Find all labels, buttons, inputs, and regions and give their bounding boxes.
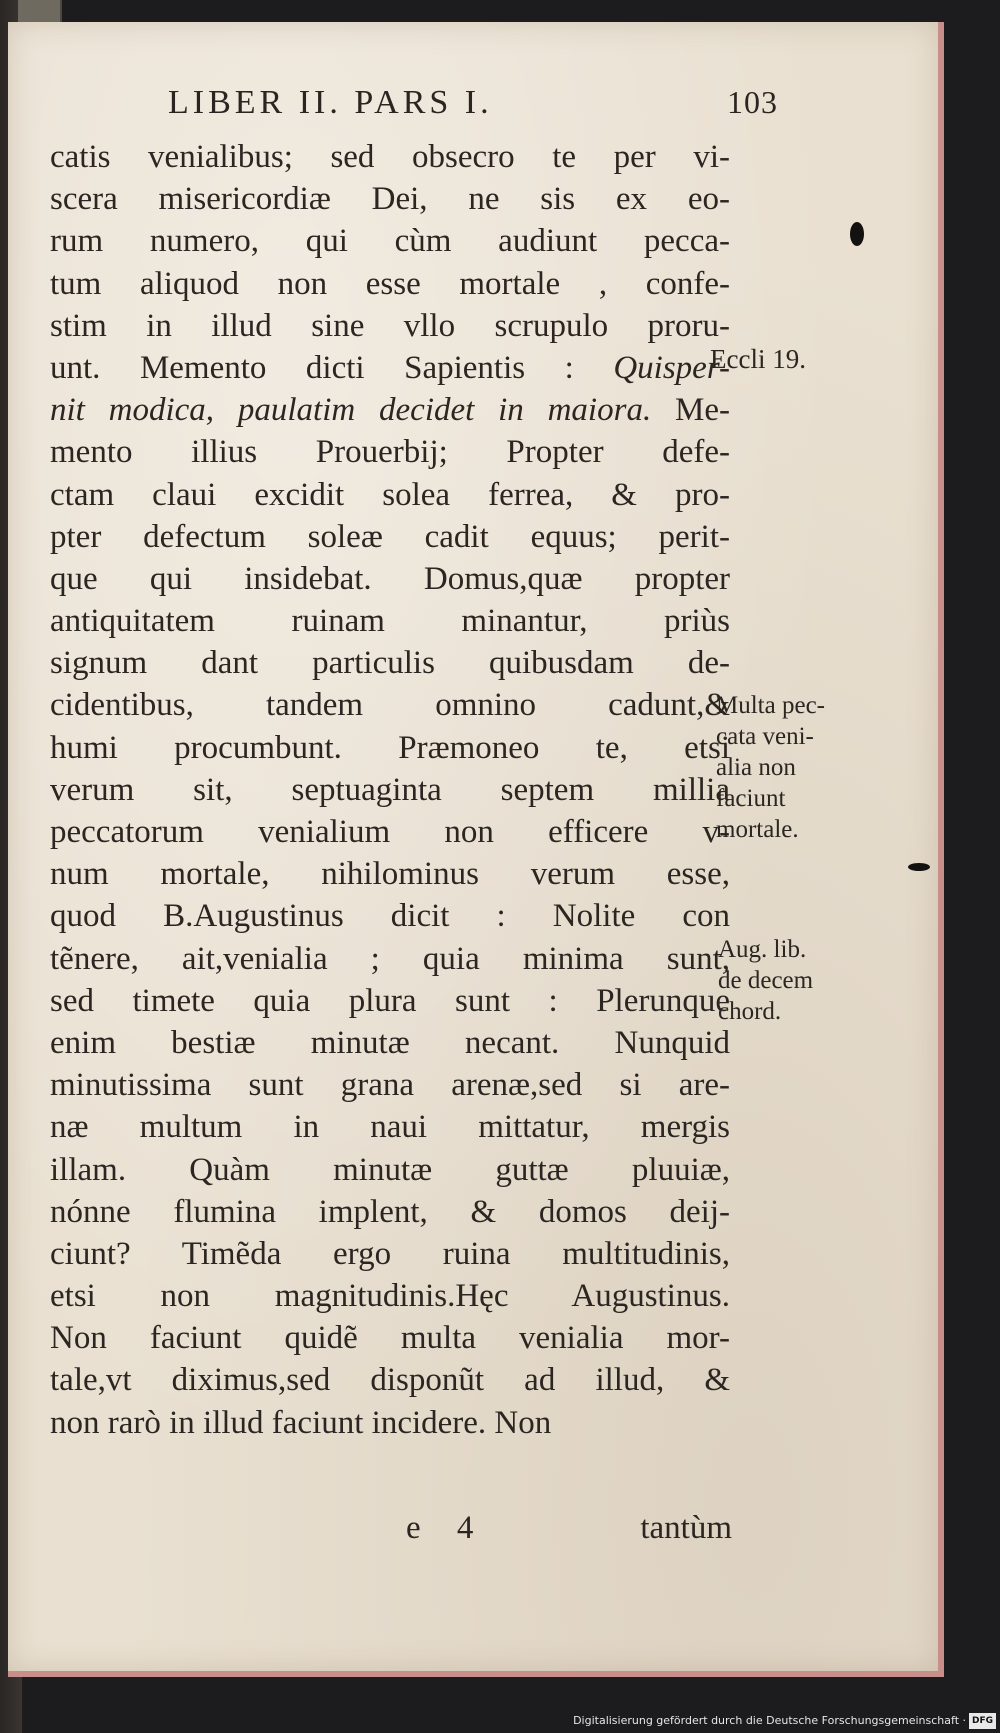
text-line: verum sit, septuaginta septem millia [50, 771, 730, 808]
body-text [50, 136, 730, 1444]
text-line: humi procumbunt. Præmoneo te, etsi [50, 729, 730, 766]
margin-note-line: de decem [718, 967, 814, 994]
digitization-footer [0, 1677, 1000, 1733]
margin-note-line: faciunt [716, 785, 786, 812]
text-line: scera misericordiæ Dei, ne sis ex eo- [50, 181, 730, 218]
ink-blot [908, 863, 930, 871]
text-segment: unt. Memento dicti Sapientis : [50, 349, 614, 386]
quotation-italic: Quisper- [613, 349, 730, 386]
text-line: non rarò in illud faciunt incidere. Non [50, 1404, 552, 1441]
catchword: tantùm [640, 1510, 732, 1546]
text-line: enim bestiæ minutæ necant. Nunquid [50, 1024, 730, 1061]
book-page [8, 22, 944, 1677]
text-line: tẽnere, ait,venialia ; quia minima sunt, [50, 940, 730, 977]
signature-mark: e 4 [406, 1510, 488, 1546]
catchline [8, 1510, 748, 1554]
margin-note-line: alia non [716, 754, 796, 781]
text-line: ciunt? Timẽda ergo ruina multitudinis, [50, 1235, 730, 1272]
text-line: tale,vt diximus,sed disponũt ad illud, & [50, 1362, 730, 1399]
page-number: 103 [727, 84, 778, 120]
text-line: stim in illud sine vllo scrupulo proru- [50, 307, 730, 344]
running-head [168, 84, 778, 134]
text-line: rum numero, qui cùm audiunt pecca- [50, 223, 730, 260]
running-head-title: LIBER II. PARS I. [168, 84, 493, 121]
margin-note-venialia [716, 690, 825, 845]
text-line: ctam claui excidit solea ferrea, & pro- [50, 476, 730, 513]
text-line: Non faciunt quidẽ multa venialia mor- [50, 1320, 730, 1357]
text-line: signum dant particulis quibusdam de- [50, 645, 730, 682]
text-line: que qui insidebat. Domus,quæ propter [50, 560, 730, 597]
margin-note-line: mortale. [716, 816, 799, 843]
margin-note-line: cata veni- [716, 723, 814, 750]
text-line: catis venialibus; sed obsecro te per vi- [50, 139, 730, 175]
dfg-credit-text: Digitalisierung gefördert durch die Deutsche Forschungsgemeinschaft · [573, 1714, 966, 1727]
text-line: etsi non magnitudinis.Hęc Augustinus. [50, 1278, 730, 1315]
ink-blot [850, 222, 864, 246]
text-line [50, 347, 730, 389]
text-line: illam. Quàm minutæ guttæ pluuiæ, [50, 1151, 730, 1188]
text-line: næ multum in naui mittatur, mergis [50, 1109, 730, 1146]
text-line: pter defectum soleæ cadit equus; perit- [50, 518, 730, 555]
text-line: antiquitatem ruinam minantur, priùs [50, 603, 730, 640]
text-line [50, 389, 730, 431]
dfg-logo: DFG [969, 1713, 996, 1729]
margin-note-line: Aug. lib. [718, 936, 807, 963]
text-line: num mortale, nihilominus verum esse, [50, 856, 730, 893]
margin-note-line: chord. [718, 998, 782, 1025]
text-line: cidentibus, tandem omnino cadunt,& [50, 687, 730, 724]
text-line: minutissima sunt grana arenæ,sed si are- [50, 1067, 730, 1104]
text-line: tum aliquod non esse mortale , confe- [50, 265, 730, 302]
margin-note-augustinus [718, 934, 813, 1027]
text-line: nónne flumina implent, & domos deij- [50, 1193, 730, 1230]
text-line: mento illius Prouerbij; Propter defe- [50, 434, 730, 471]
text-segment: Me- [651, 392, 730, 429]
text-line: quod B.Augustinus dicit : Nolite con [50, 898, 730, 935]
text-line: peccatorum venialium non efficere v- [50, 814, 730, 850]
text-line: sed timete quia plura sunt : Plerunque [50, 982, 730, 1019]
quotation-italic: nit modica, paulatim decidet in maiora. [50, 392, 652, 429]
margin-note-line: Multa pec- [716, 692, 825, 719]
margin-note-eccli: Eccli 19. [710, 344, 806, 374]
